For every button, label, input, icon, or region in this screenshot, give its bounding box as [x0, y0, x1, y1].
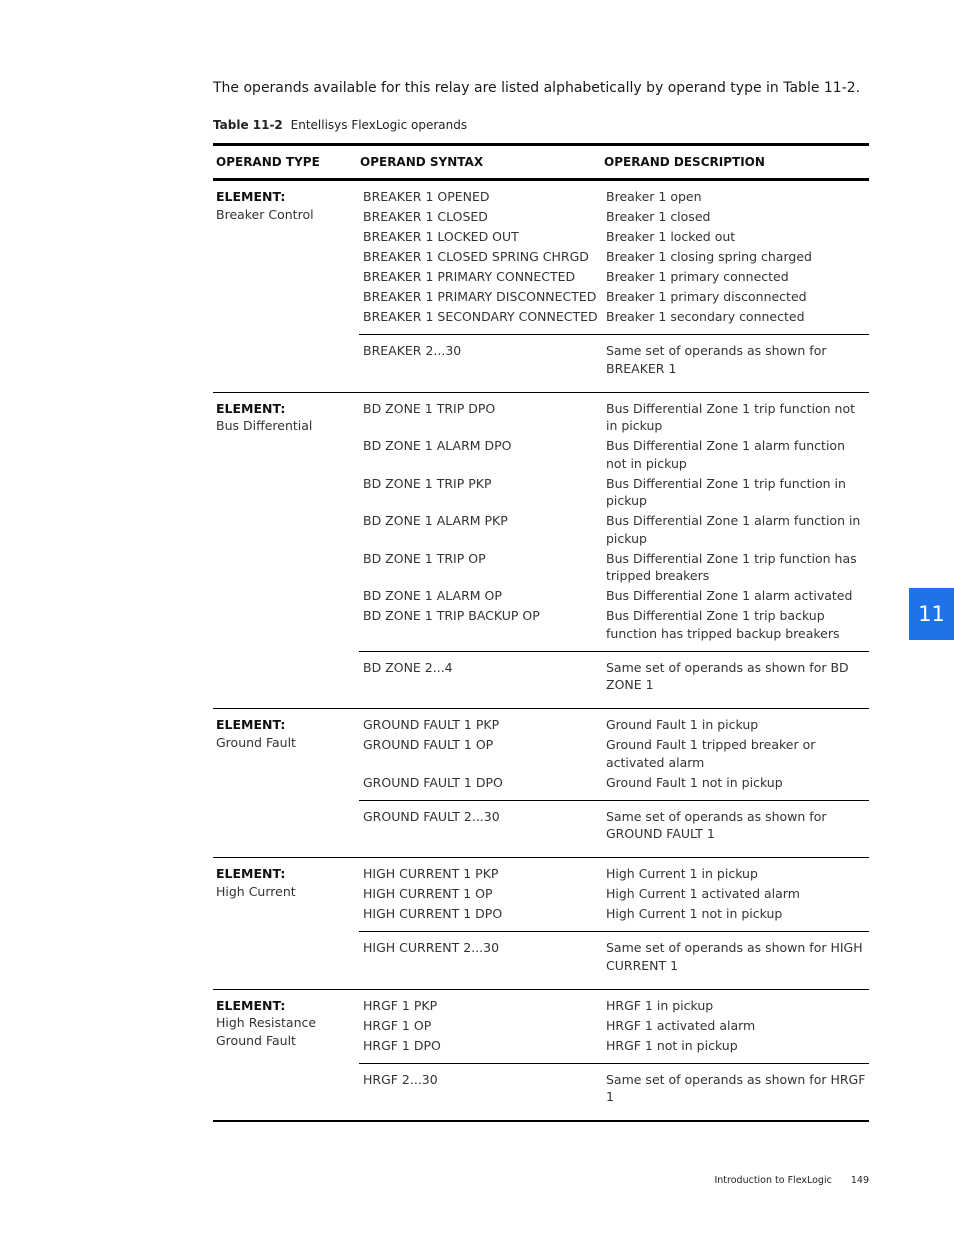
operand-description: Breaker 1 primary connected — [606, 269, 789, 284]
operand-rows — [359, 858, 869, 989]
table-header — [213, 143, 869, 181]
table-row — [359, 268, 869, 288]
operand-group — [213, 709, 869, 858]
operand-type-cell — [213, 858, 359, 989]
operand-syntax: GROUND FAULT 1 DPO — [363, 774, 503, 790]
table-row — [359, 308, 869, 328]
operand-type-label: ELEMENT: — [216, 189, 286, 204]
summary-row — [359, 659, 869, 697]
operand-type-name: Ground Fault — [216, 734, 296, 750]
operand-detail-block — [359, 990, 869, 1063]
summary-description: Same set of operands as shown for GROUND FAULT 1 — [606, 808, 827, 841]
operand-rows — [359, 181, 869, 392]
table-row — [359, 550, 869, 588]
footer-page-number: 149 — [850, 1175, 869, 1186]
operand-syntax: HIGH CURRENT 1 OP — [363, 886, 493, 901]
operand-group — [213, 990, 869, 1123]
table-row — [359, 208, 869, 228]
operand-summary-block — [359, 651, 869, 709]
operand-summary-block — [359, 931, 869, 989]
operand-description: High Current 1 activated alarm — [606, 886, 800, 901]
operand-syntax: BD ZONE 1 ALARM PKP — [363, 513, 508, 528]
table-row — [359, 716, 869, 736]
operand-description: Breaker 1 open — [606, 189, 702, 204]
operand-syntax: BD ZONE 1 TRIP OP — [363, 550, 486, 566]
table-row — [359, 1037, 869, 1057]
summary-syntax: BD ZONE 2...4 — [363, 659, 453, 675]
operand-syntax: BREAKER 1 CLOSED — [363, 209, 488, 224]
operand-description: HRGF 1 activated alarm — [606, 1017, 756, 1033]
table-row — [359, 400, 869, 438]
summary-description: Same set of operands as shown for BREAKER 1 — [606, 343, 827, 376]
operand-description: Breaker 1 primary disconnected — [606, 289, 807, 304]
operand-syntax: BREAKER 1 CLOSED SPRING CHRGD — [363, 249, 589, 264]
operand-syntax: HRGF 1 DPO — [363, 1037, 441, 1053]
table-caption-label: Table 11-2 — [213, 118, 283, 132]
intro-paragraph: The operands available for this relay are listed alphabetically by operand type in Table 11-2. — [213, 80, 861, 96]
operand-syntax: BREAKER 1 SECONDARY CONNECTED — [363, 309, 598, 324]
summary-syntax: BREAKER 2...30 — [363, 343, 462, 358]
table-row — [359, 774, 869, 794]
operand-type-label: ELEMENT: — [216, 997, 286, 1013]
operand-description: Breaker 1 closing spring charged — [606, 249, 812, 264]
operand-summary-block — [359, 334, 869, 392]
operand-description: HRGF 1 in pickup — [606, 997, 714, 1013]
operand-syntax: BD ZONE 1 TRIP PKP — [363, 475, 492, 491]
header-operand-syntax: OPERAND SYNTAX — [360, 155, 484, 169]
operand-description: Breaker 1 closed — [606, 209, 711, 224]
table-row — [359, 512, 869, 550]
operand-description: Ground Fault 1 in pickup — [606, 717, 759, 732]
operand-type-cell — [213, 709, 359, 857]
table-row — [359, 228, 869, 248]
table-row — [359, 475, 869, 513]
operand-description: Bus Differential Zone 1 trip function in pickup — [606, 475, 846, 508]
operand-type-name: Bus Differential — [216, 418, 313, 433]
operand-syntax: HRGF 1 OP — [363, 1017, 432, 1033]
operand-description: Breaker 1 locked out — [606, 229, 736, 244]
operand-description: Bus Differential Zone 1 alarm function in pickup — [606, 513, 861, 546]
operand-type-name: Breaker Control — [216, 206, 314, 222]
operand-group — [213, 181, 869, 393]
operand-syntax: HIGH CURRENT 1 PKP — [363, 866, 499, 881]
table-row — [359, 288, 869, 308]
operand-rows — [359, 990, 869, 1121]
operand-syntax: BD ZONE 1 TRIP BACKUP OP — [363, 608, 540, 623]
operand-syntax: BD ZONE 1 ALARM OP — [363, 588, 502, 603]
table-caption-text: Entellisys FlexLogic operands — [290, 118, 468, 132]
operands-table — [213, 143, 869, 1122]
summary-row — [359, 1071, 869, 1109]
table-body — [213, 181, 869, 1122]
summary-description: Same set of operands as shown for BD ZONE 1 — [606, 659, 849, 692]
chapter-tab: 11 — [909, 588, 954, 640]
operand-group — [213, 858, 869, 990]
table-row — [359, 607, 869, 645]
operand-type-name: High Resistance Ground Fault — [216, 1015, 317, 1048]
operand-type-cell — [213, 990, 359, 1121]
summary-syntax: HIGH CURRENT 2...30 — [363, 940, 500, 955]
operand-type-label: ELEMENT: — [216, 400, 286, 416]
operand-syntax: HIGH CURRENT 1 DPO — [363, 906, 503, 921]
operand-detail-block — [359, 393, 869, 651]
table-row — [359, 188, 869, 208]
table-row — [359, 885, 869, 905]
operand-syntax: BD ZONE 1 ALARM DPO — [363, 438, 512, 453]
operand-description: HRGF 1 not in pickup — [606, 1037, 738, 1053]
operand-type-name: High Current — [216, 883, 296, 899]
table-row — [359, 865, 869, 885]
operand-summary-block — [359, 1063, 869, 1121]
footer-section: Introduction to FlexLogic — [714, 1175, 832, 1186]
table-row — [359, 587, 869, 607]
summary-row — [359, 808, 869, 846]
operand-summary-block — [359, 800, 869, 858]
operand-description: Bus Differential Zone 1 trip function has tripped breakers — [606, 550, 857, 583]
operand-description: Bus Differential Zone 1 trip function not in pickup — [606, 400, 855, 433]
operand-description: Ground Fault 1 tripped breaker or activated alarm — [606, 737, 816, 770]
operand-syntax: GROUND FAULT 1 OP — [363, 737, 494, 752]
operand-detail-block — [359, 181, 869, 334]
operand-description: High Current 1 in pickup — [606, 866, 758, 881]
operand-description: Bus Differential Zone 1 alarm activated — [606, 588, 853, 603]
operand-description: Bus Differential Zone 1 trip backup function has tripped backup breakers — [606, 608, 840, 641]
table-row — [359, 997, 869, 1017]
operand-syntax: HRGF 1 PKP — [363, 997, 438, 1013]
table-caption — [213, 118, 467, 132]
operand-type-cell — [213, 393, 359, 709]
summary-description: Same set of operands as shown for HRGF 1 — [606, 1071, 866, 1104]
page-footer — [714, 1175, 869, 1186]
operand-syntax: GROUND FAULT 1 PKP — [363, 717, 500, 732]
operand-type-label: ELEMENT: — [216, 717, 286, 732]
operand-description: High Current 1 not in pickup — [606, 906, 783, 921]
summary-syntax: GROUND FAULT 2...30 — [363, 808, 500, 824]
header-operand-type: OPERAND TYPE — [216, 155, 320, 169]
table-row — [359, 1017, 869, 1037]
table-row — [359, 248, 869, 268]
operand-description: Ground Fault 1 not in pickup — [606, 774, 783, 790]
summary-description: Same set of operands as shown for HIGH CURRENT 1 — [606, 940, 863, 973]
summary-row — [359, 939, 869, 977]
summary-syntax: HRGF 2...30 — [363, 1071, 438, 1087]
operand-detail-block — [359, 709, 869, 800]
operand-rows — [359, 709, 869, 857]
table-row — [359, 905, 869, 925]
operand-rows — [359, 393, 869, 709]
header-operand-description: OPERAND DESCRIPTION — [604, 155, 765, 169]
operand-group — [213, 393, 869, 710]
table-row — [359, 736, 869, 774]
operand-syntax: BREAKER 1 OPENED — [363, 189, 490, 204]
operand-syntax: BREAKER 1 LOCKED OUT — [363, 229, 519, 244]
summary-row — [359, 342, 869, 380]
operand-detail-block — [359, 858, 869, 931]
operand-type-cell — [213, 181, 359, 392]
operand-syntax: BREAKER 1 PRIMARY DISCONNECTED — [363, 289, 597, 304]
operand-syntax: BREAKER 1 PRIMARY CONNECTED — [363, 269, 576, 284]
operand-syntax: BD ZONE 1 TRIP DPO — [363, 400, 496, 416]
table-row — [359, 437, 869, 475]
operand-description: Bus Differential Zone 1 alarm function not in pickup — [606, 438, 845, 471]
operand-description: Breaker 1 secondary connected — [606, 309, 805, 324]
operand-type-label: ELEMENT: — [216, 866, 286, 881]
